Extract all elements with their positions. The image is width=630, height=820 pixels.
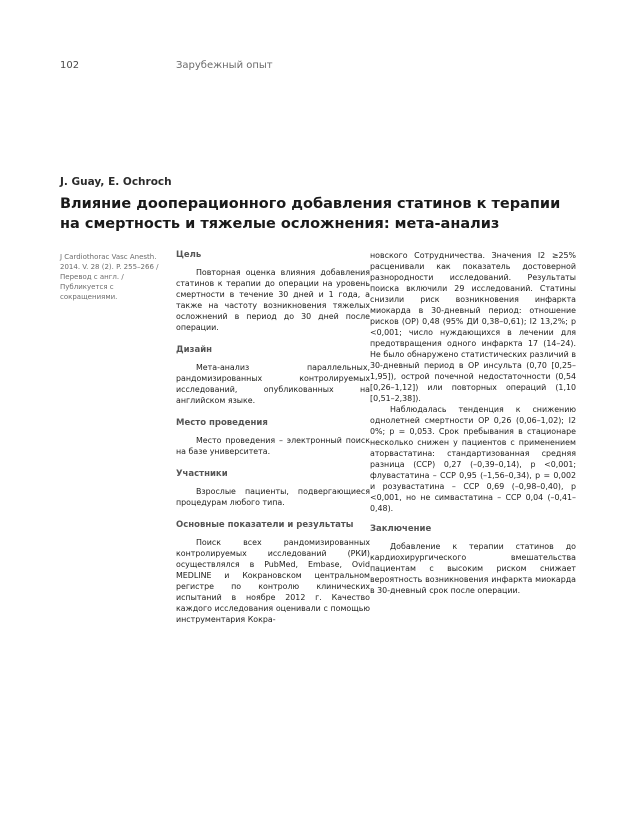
article-authors: J. Guay, E. Ochroch [60,176,172,188]
section-heading-conclusion: Заключение [370,524,432,534]
section-text-results-part3: Наблюдалась тенденция к снижению однолетней смертности ОР 0,26 (0,06–1,02); I2 0%; p = 0,053. Срок пребывания в стационаре несколько снижен у пациентов с применением аторвастатина: стандартизованная средняя разница (ССР) 0,27 (–0,39–0,14), p <0,001; флувастатина – ССР 0,95 (–1,56–0,34), p = 0,002 и розувастатина – ССР 0,69 (–0,98–0,40), p <0,001, но не симвастатина – ССР 0,04 (–0,41–0,48). [370,405,576,513]
section-conclusion [370,524,576,596]
text-column-left [176,250,370,637]
section-text-conclusion: Добавление к терапии статинов до кардиохирургического вмешательства пациентам с высоким риском снижает вероятность возникновения инфаркта миокарда в 30-дневный срок после операции. [370,542,576,595]
section-text-setting: Место проведения – электронный поиск на базе университета. [176,436,370,456]
section-heading-participants: Участники [176,469,228,479]
article-title: Влияние дооперационного добавления статинов к терапии на смертность и тяжелые осложнения: мета-анализ [60,196,561,232]
article-citation: J Cardiothorac Vasc Anesth. 2014. V. 28 (2). P. 255–266 / Перевод с англ. / Публикуется с сокращениями. [60,253,159,301]
section-goal [176,250,370,333]
section-heading-goal: Цель [176,250,202,260]
section-results-continued [370,250,576,514]
section-participants [176,469,370,508]
text-column-right [370,250,576,608]
section-heading-setting: Место проведения [176,418,268,428]
section-text-results-part2: новского Сотрудничества. Значения I2 ≥25% расценивали как показатель достоверной разнородности исследований. Результаты поиска включили 29 исследований. Статины снизили риск возникновения инфаркта миокарда в 30-дневный период: отношение рисков (ОР) 0,48 (95% ДИ 0,38–0,61); I2 13,2%; p <0,001; число нуждающихся в лечении для предотвращения одного инфаркта 17 (14–24). Не было обнаружено статистических различий в 30-дневный период в ОР инсульта (0,70 [0,25–1,95]), острой почечной недостаточности (0,54 [0,26–1,12]) или повторных операций (1,10 [0,51–2,38]). [370,251,576,403]
section-heading-design: Дизайн [176,345,213,355]
section-setting [176,418,370,457]
section-text-goal: Повторная оценка влияния добавления статинов к терапии до операции на уровень смертности в течение 30 дней и 1 года, а также на частоту возникновения тяжелых осложнений в период до 30 дней после операции. [176,268,370,332]
section-results [176,520,370,625]
section-design [176,345,370,406]
running-head: Зарубежный опыт [176,60,273,71]
section-heading-results: Основные показатели и результаты [176,520,354,530]
section-text-participants: Взрослые пациенты, подвергающиеся процедурам любого типа. [176,487,370,507]
section-text-design: Мета-анализ параллельных, рандомизированных контролируемых исследований, опубликованных на английском языке. [176,363,370,405]
page-number: 102 [60,60,80,71]
section-text-results-part1: Поиск всех рандомизированных контролируемых исследований (РКИ) осуществлялся в PubMed, Embase, Ovid MEDLINE и Кокрановском центральном регистре по контролю клинических испытаний в ноябре 2012 г. Качество каждого исследования оценивали с помощью инструментария Кокра- [176,538,370,624]
